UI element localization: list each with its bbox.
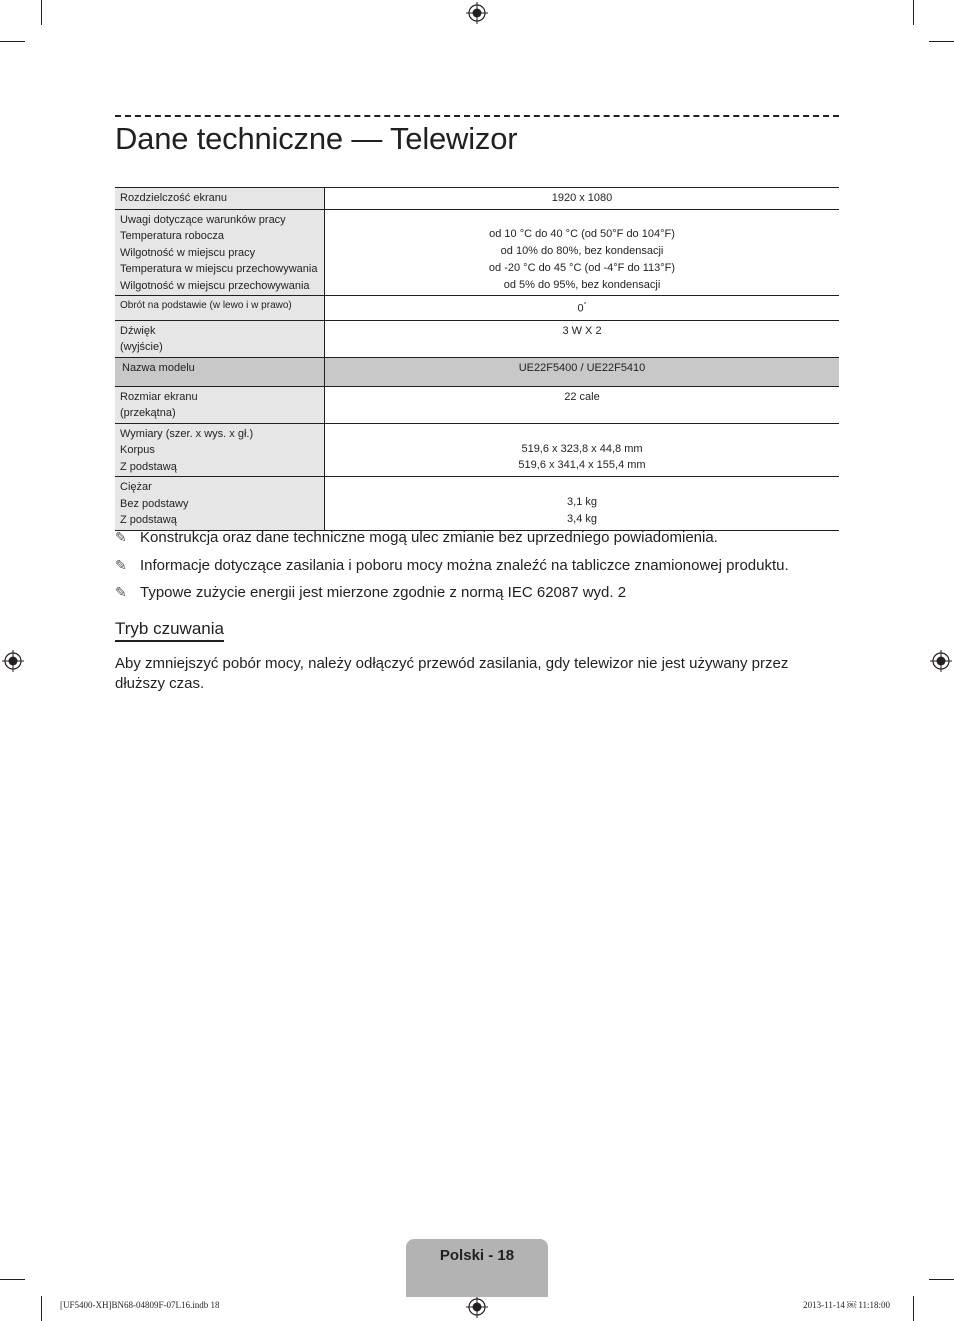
title-rule bbox=[115, 115, 839, 117]
list-item bbox=[115, 552, 839, 580]
env-value: od -20 °C do 45 °C (od -4°F do 113°F) bbox=[488, 261, 676, 274]
print-slug: [UF5400-XH]BN68-04809F-07L16.indb 18 bbox=[60, 1300, 220, 1310]
weight-label: Z podstawą bbox=[120, 514, 177, 527]
degree-sign: ° bbox=[583, 302, 587, 310]
swivel-value: 0 bbox=[577, 302, 584, 315]
table-row bbox=[115, 320, 839, 357]
note-text: Konstrukcja oraz dane techniczne mogą ulec zmianie bez uprzedniego powiadomienia. bbox=[140, 529, 718, 546]
pencil-icon: ✎ bbox=[115, 584, 127, 600]
sound-value: 3 W X 2 bbox=[562, 324, 602, 337]
list-item bbox=[115, 579, 839, 607]
table-row bbox=[115, 296, 839, 320]
crop-mark bbox=[0, 41, 25, 42]
env-label: Wilgotność w miejscu przechowywania bbox=[120, 279, 310, 292]
env-label: Temperatura robocza bbox=[120, 230, 224, 243]
sound-label: (wyjście) bbox=[120, 341, 163, 354]
registration-mark-icon bbox=[466, 2, 488, 24]
table-row bbox=[115, 477, 839, 531]
dimensions-label: Wymiary (szer. x wys. x gł.) bbox=[120, 427, 254, 440]
crop-mark bbox=[929, 1279, 954, 1280]
dimensions-label: Korpus bbox=[120, 444, 155, 457]
crop-mark bbox=[41, 0, 42, 25]
crop-mark bbox=[929, 41, 954, 42]
screen-size-value: 22 cale bbox=[564, 390, 600, 403]
dimensions-value: 519,6 x 341,4 x 155,4 mm bbox=[518, 459, 646, 472]
model-value: UE22F5400 / UE22F5410 bbox=[518, 361, 646, 374]
page-number: Polski - 18 bbox=[439, 1247, 515, 1264]
env-label: Wilgotność w miejscu pracy bbox=[120, 246, 256, 259]
swivel-label: Obrót na podstawie (w lewo i w prawo) bbox=[120, 300, 292, 312]
registration-mark-icon bbox=[466, 1296, 488, 1318]
pencil-icon: ✎ bbox=[115, 556, 127, 573]
env-value: od 5% do 95%, bez kondensacji bbox=[503, 278, 661, 291]
weight-label: Bez podstawy bbox=[120, 497, 189, 510]
sound-label: Dźwięk bbox=[120, 324, 156, 337]
dimensions-label: Z podstawą bbox=[120, 460, 177, 473]
crop-mark bbox=[0, 1279, 25, 1280]
resolution-value: 1920 x 1080 bbox=[551, 192, 613, 204]
table-row bbox=[115, 357, 839, 386]
table-row bbox=[115, 386, 839, 423]
weight-value: 3,4 kg bbox=[567, 512, 597, 525]
pencil-icon: ✎ bbox=[115, 529, 127, 545]
notes-list bbox=[115, 524, 839, 607]
page-number-tab bbox=[406, 1239, 548, 1297]
table-row bbox=[115, 209, 839, 296]
crop-mark bbox=[41, 1296, 42, 1321]
model-label: Nazwa modelu bbox=[122, 361, 195, 374]
weight-label: Ciężar bbox=[120, 481, 152, 494]
standby-text: Aby zmniejszyć pobór mocy, należy odłączyć przewód zasilania, gdy telewizor nie jest używany przez dłuższy czas. bbox=[115, 655, 789, 692]
specs-table bbox=[115, 187, 839, 531]
page-title: Dane techniczne — Telewizor bbox=[115, 121, 518, 156]
note-text: Informacje dotyczące zasilania i poboru mocy można znaleźć na tabliczce znamionowej produktu. bbox=[140, 556, 789, 574]
note-text: Typowe zużycie energii jest mierzone zgodnie z normą IEC 62087 wyd. 2 bbox=[140, 584, 627, 601]
weight-value: 3,1 kg bbox=[567, 496, 597, 509]
table-row bbox=[115, 423, 839, 477]
crop-mark bbox=[913, 0, 914, 25]
env-label: Temperatura w miejscu przechowywania bbox=[120, 263, 318, 276]
crop-mark bbox=[913, 1296, 914, 1321]
list-item bbox=[115, 524, 839, 552]
env-value: od 10% do 80%, bez kondensacji bbox=[500, 244, 664, 257]
screen-size-label: (przekątna) bbox=[120, 407, 176, 420]
dimensions-value: 519,6 x 323,8 x 44,8 mm bbox=[521, 442, 643, 455]
print-timestamp: 2013-11-14 ￼ 11:18:00 bbox=[803, 1300, 890, 1310]
registration-mark-icon bbox=[2, 650, 24, 672]
env-label: Uwagi dotyczące warunków pracy bbox=[120, 213, 286, 226]
registration-mark-icon bbox=[930, 650, 952, 672]
table-row bbox=[115, 188, 839, 210]
standby-heading: Tryb czuwania bbox=[115, 618, 224, 642]
screen-size-label: Rozmiar ekranu bbox=[120, 390, 198, 403]
env-value: od 10 °C do 40 °C (od 50°F do 104°F) bbox=[489, 228, 675, 241]
resolution-label: Rozdzielczość ekranu bbox=[120, 192, 227, 204]
